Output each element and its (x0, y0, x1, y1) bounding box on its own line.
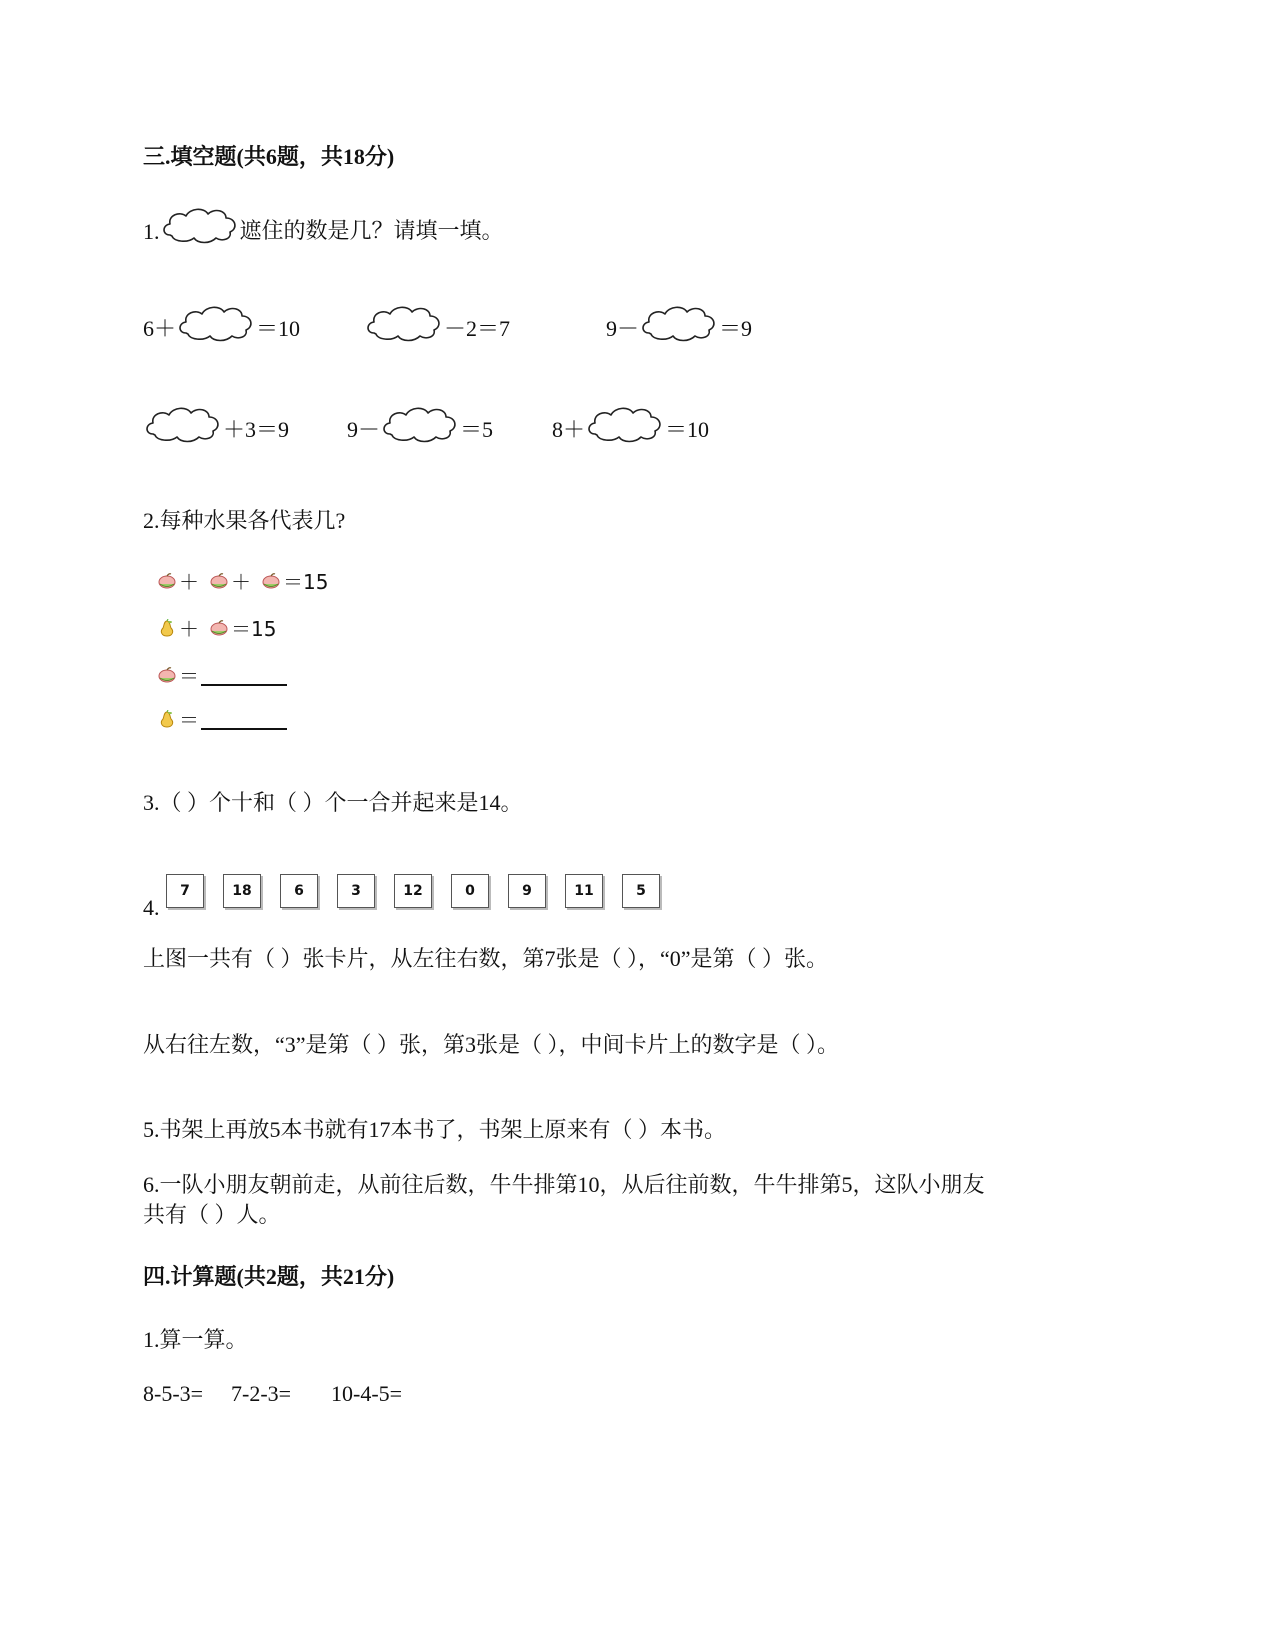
eq3-right: ＝9 (719, 316, 753, 341)
q1-eq4 (143, 404, 289, 444)
result: ＝15 (283, 570, 329, 594)
calc-expr: 10-4-5= (331, 1381, 403, 1406)
q1-eq3 (606, 303, 752, 343)
number-card: 9 (508, 874, 546, 908)
op: ＋ (179, 617, 199, 641)
pear-icon (157, 710, 177, 728)
section3-title: 三.填空题(共6题，共18分) (143, 144, 395, 169)
q4-number: 4. (143, 895, 160, 920)
cloud-icon (364, 303, 444, 343)
calc-expr: 8-5-3= (143, 1381, 204, 1406)
eq-sign: ＝ (179, 664, 199, 688)
q1-eq1 (143, 303, 300, 343)
cloud-icon (639, 303, 719, 343)
pear-icon (157, 619, 177, 637)
eq5-right: ＝5 (460, 417, 494, 442)
eq1-left: 6＋ (143, 316, 177, 341)
number-card: 3 (337, 874, 375, 908)
q2-line3 (157, 660, 287, 689)
section4-title: 四.计算题(共2题，共21分) (143, 1264, 395, 1289)
q1-eq5 (347, 404, 493, 444)
q1-number: 1. (143, 219, 160, 244)
peach-icon (157, 572, 177, 590)
op: ＋ (179, 570, 199, 594)
cloud-icon (585, 404, 665, 444)
number-card: 12 (394, 874, 432, 908)
q4-line1: 上图一共有（ ）张卡片，从左往右数，第7张是（ ），“0”是第（ ）张。 (143, 946, 829, 971)
peach-icon (157, 666, 177, 684)
q1-eq2 (364, 303, 510, 343)
answer-blank[interactable] (201, 708, 287, 730)
eq1-right: ＝10 (256, 316, 301, 341)
q3-text: 3.（ ）个十和（ ）个一合并起来是14。 (143, 790, 523, 815)
cloud-icon (176, 303, 256, 343)
peach-icon (209, 572, 229, 590)
answer-blank[interactable] (201, 664, 287, 686)
cloud-icon (380, 404, 460, 444)
q4-line2: 从右往左数，“3”是第（ ）张，第3张是（ ），中间卡片上的数字是（ ）。 (143, 1032, 840, 1057)
peach-icon (209, 619, 229, 637)
s4-q1-text: 1.算一算。 (143, 1327, 248, 1352)
q6-line1: 6.一队小朋友朝前走，从前往后数，牛牛排第10，从后往前数，牛牛排第5，这队小朋友 (143, 1172, 985, 1197)
number-card: 11 (565, 874, 603, 908)
eq5-left: 9－ (347, 417, 381, 442)
number-card: 18 (223, 874, 261, 908)
calc-expr: 7-2-3= (231, 1381, 292, 1406)
cloud-icon (143, 404, 223, 444)
eq6-left: 8＋ (552, 417, 586, 442)
q2-line1 (157, 566, 328, 595)
q2-text: 2.每种水果各代表几? (143, 508, 346, 533)
q2-line4 (157, 704, 287, 733)
number-card: 7 (166, 874, 204, 908)
q1-eq6 (552, 404, 709, 444)
number-card: 5 (622, 874, 660, 908)
number-card: 6 (280, 874, 318, 908)
q5-text: 5.书架上再放5本书就有17本书了，书架上原来有（ ）本书。 (143, 1117, 727, 1142)
eq-sign: ＝ (179, 708, 199, 732)
result: ＝15 (231, 617, 277, 641)
op: ＋ (231, 570, 251, 594)
eq2-right: －2＝7 (444, 316, 511, 341)
q2-line2 (157, 613, 276, 642)
q1-prompt (143, 205, 504, 245)
q6-line2: 共有（ ）人。 (143, 1202, 281, 1227)
number-card: 0 (451, 874, 489, 908)
peach-icon (261, 572, 281, 590)
eq4-right: ＋3＝9 (223, 417, 290, 442)
eq3-left: 9－ (606, 316, 640, 341)
eq6-right: ＝10 (665, 417, 710, 442)
q1-text: 遮住的数是几？请填一填。 (239, 218, 504, 243)
cloud-icon (160, 205, 240, 245)
